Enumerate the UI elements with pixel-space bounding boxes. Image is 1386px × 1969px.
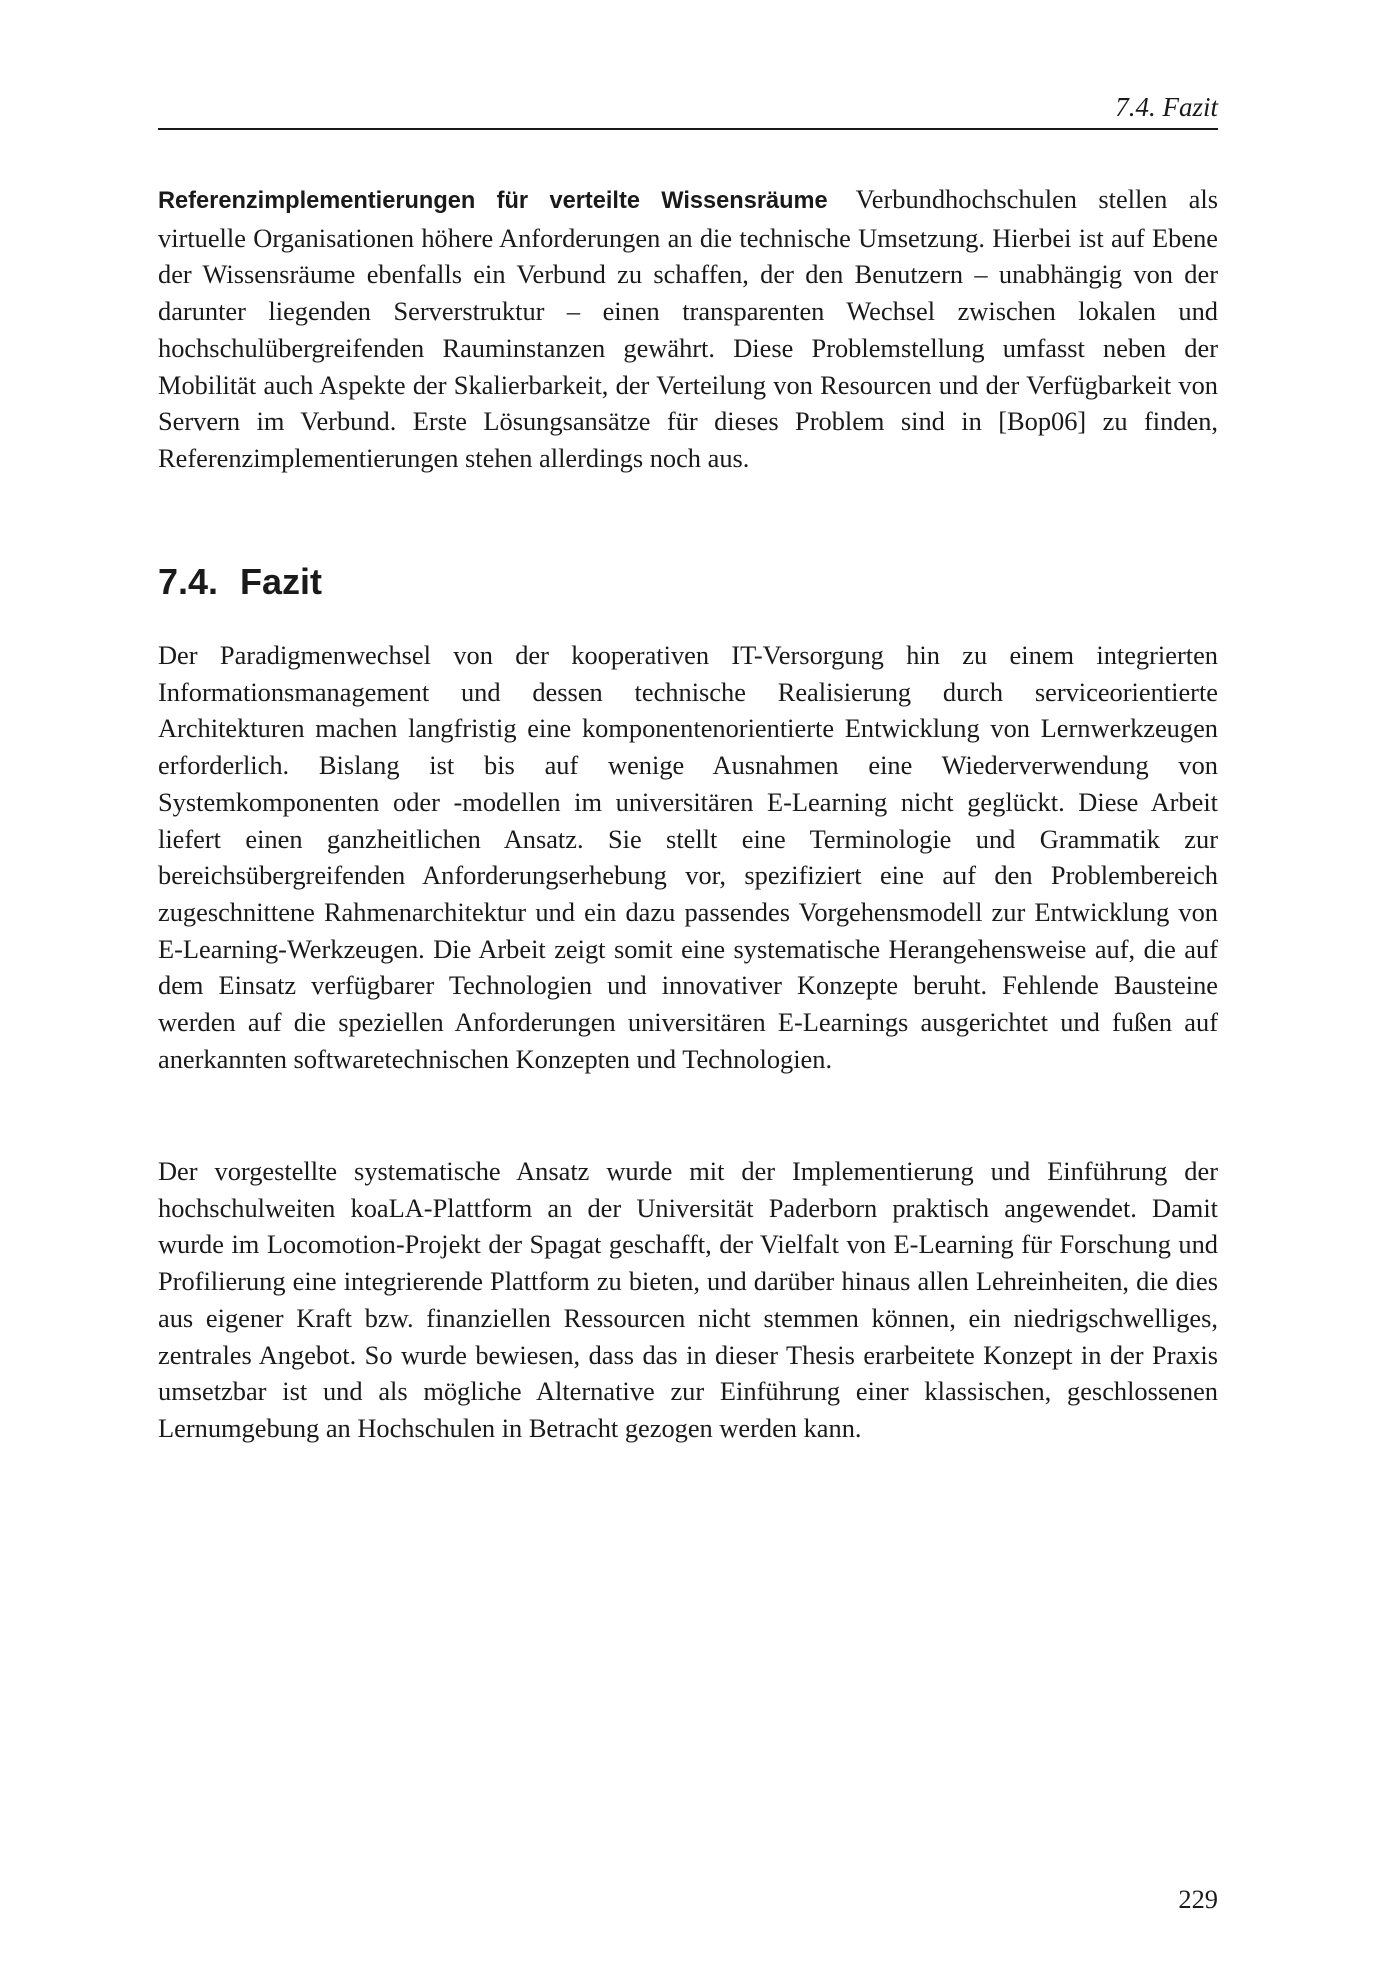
page-number: 229 <box>1178 1884 1218 1914</box>
paragraph-heading: Referenzimplementierungen für verteilte Wissensräume <box>158 188 828 214</box>
section-paragraph-2: Der vorgestellte systematische Ansatz wurde mit der Implementierung und Einführung der hochschulweiten koaLA-Plattform an der Universität Paderborn praktisch angewendet. Damit wurde im Locomotion-Projekt der Spagat geschafft, der Vielfalt von E-Learning für Forschung und Profilierung eine integrierende Plattform zu bieten, und darüber hinaus allen Lehreinheiten, die dies aus eigener Kraft bzw. finanziellen Ressourcen nicht stemmen können, ein niedrigschwelliges, zentrales Angebot. So wurde bewiesen, dass das in dieser Thesis erarbeitete Konzept in der Praxis umsetzbar ist und als mögliche Alternative zur Einführung einer klassischen, geschlossenen Lernumgebung an Hochschulen in Betracht gezogen werden kann. <box>158 1156 1218 1443</box>
section-heading <box>158 558 322 606</box>
paragraph-reference-implementations <box>158 181 1218 477</box>
section-number: 7.4. <box>158 561 219 602</box>
section-paragraph-1: Der Paradigmenwechsel von der kooperativen IT-Versorgung hin zu einem integrierten Informationsmanagement und dessen technische Realisierung durch serviceorientierte Architekturen machen langfristig eine komponentenorientierte Entwicklung von Lernwerkzeugen erforderlich. Bislang ist bis auf wenige Ausnahmen eine Wiederverwendung von Systemkomponenten oder -modellen im universitären E-Learning nicht geglückt. Diese Arbeit liefert einen ganzheitlichen Ansatz. Sie stellt eine Terminologie und Grammatik zur bereichsübergreifenden Anforderungserhebung vor, spezifiziert eine auf den Problembereich zugeschnittene Rahmenarchitektur und ein dazu passendes Vorgehensmodell zur Entwicklung von E-Learning-Werkzeugen. Die Arbeit zeigt somit eine systematische Herangehensweise auf, die auf dem Einsatz verfügbarer Technologien und innovativer Konzepte beruht. Fehlende Bausteine werden auf die speziellen Anforderungen universitären E-Learnings ausgerichtet und fußen auf anerkannten softwaretechnischen Konzepten und Technologien. <box>158 640 1218 1074</box>
section-title: Fazit <box>240 561 323 602</box>
running-header <box>158 86 1218 130</box>
paragraph-text: Verbundhochschulen stellen als virtuelle Organisationen höhere Anforderungen an die technische Umsetzung. Hierbei ist auf Ebene der Wissensräume ebenfalls ein Verbund zu schaffen, der den Benutzern – unabhängig von der darunter liegenden Serverstruktur – einen transparenten Wechsel zwischen lokalen und hochschulübergreifenden Rauminstanzen gewährt. Diese Problemstellung umfasst neben der Mobilität auch Aspekte der Skalierbarkeit, der Verteilung von Resourcen und der Verfügbarkeit von Servern im Verbund. Erste Lösungsansätze für dieses Problem sind in [Bop06] zu finden, Referenzimplementierungen stehen allerdings noch aus. <box>158 184 1218 473</box>
running-header-title: 7.4. Fazit <box>1115 92 1218 122</box>
